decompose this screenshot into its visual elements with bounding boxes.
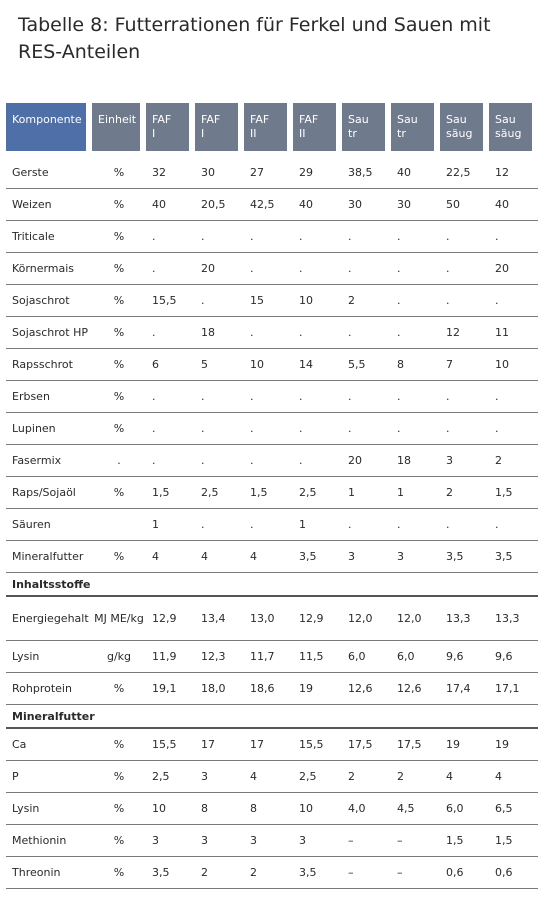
value-cell: . xyxy=(489,221,538,253)
value-cell: 10 xyxy=(293,793,342,825)
value-cell: 38,5 xyxy=(342,157,391,189)
column-header-line: FAF xyxy=(201,113,221,126)
column-header xyxy=(195,103,244,151)
value-cell: . xyxy=(244,221,293,253)
value-cell: – xyxy=(391,825,440,857)
value-cell: . xyxy=(391,509,440,541)
row-label: Säuren xyxy=(6,509,92,541)
value-cell: 3 xyxy=(391,541,440,573)
value-cell: 30 xyxy=(391,189,440,221)
value-cell: . xyxy=(440,509,489,541)
value-cell: 12,0 xyxy=(391,597,440,641)
value-cell: . xyxy=(342,413,391,445)
value-cell: 3,5 xyxy=(293,857,342,889)
column-header-line: FAF xyxy=(299,113,319,126)
unit-cell: % xyxy=(92,317,146,349)
row-label: Sojaschrot HP xyxy=(6,317,92,349)
value-cell: 20 xyxy=(489,253,538,285)
column-header-line: säug xyxy=(446,127,473,140)
row-label: Rapsschrot xyxy=(6,349,92,381)
row-label: Lysin xyxy=(6,793,92,825)
value-cell: . xyxy=(244,381,293,413)
value-cell: 2 xyxy=(195,857,244,889)
value-cell: 6,5 xyxy=(489,793,538,825)
value-cell: 1,5 xyxy=(146,477,195,509)
column-header xyxy=(6,103,92,151)
table-row xyxy=(6,597,538,641)
value-cell: 27 xyxy=(244,157,293,189)
value-cell: . xyxy=(146,253,195,285)
value-cell: 1 xyxy=(391,477,440,509)
unit-cell: % xyxy=(92,541,146,573)
column-header-line: Komponente xyxy=(12,113,82,126)
table-row xyxy=(6,477,538,509)
value-cell: 1,5 xyxy=(440,825,489,857)
value-cell: 12,9 xyxy=(146,597,195,641)
column-header-line: Sau xyxy=(446,113,467,126)
value-cell: 12,9 xyxy=(293,597,342,641)
header-row xyxy=(6,103,538,151)
value-cell: 10 xyxy=(293,285,342,317)
value-cell: . xyxy=(293,445,342,477)
value-cell: 2,5 xyxy=(293,761,342,793)
value-cell: 3 xyxy=(244,825,293,857)
column-header-line: tr xyxy=(397,127,406,140)
value-cell: 4 xyxy=(440,761,489,793)
value-cell: 2,5 xyxy=(293,477,342,509)
unit-cell: % xyxy=(92,221,146,253)
value-cell: 17,1 xyxy=(489,673,538,705)
column-header-label xyxy=(6,103,86,151)
value-cell: 40 xyxy=(391,157,440,189)
value-cell: 9,6 xyxy=(440,641,489,673)
column-header-line: Sau xyxy=(495,113,516,126)
value-cell: 11,5 xyxy=(293,641,342,673)
value-cell: 10 xyxy=(244,349,293,381)
value-cell: . xyxy=(293,381,342,413)
value-cell: 5 xyxy=(195,349,244,381)
value-cell: 0,6 xyxy=(440,857,489,889)
value-cell: 4,5 xyxy=(391,793,440,825)
table-title: Tabelle 8: Futterrationen für Ferkel und Sauen mit RES-Anteilen xyxy=(18,14,491,63)
value-cell: 11 xyxy=(489,317,538,349)
value-cell: . xyxy=(146,413,195,445)
value-cell: 6,0 xyxy=(342,641,391,673)
value-cell: . xyxy=(146,381,195,413)
unit-cell: % xyxy=(92,793,146,825)
value-cell: . xyxy=(293,221,342,253)
value-cell: 17,5 xyxy=(342,729,391,761)
value-cell: . xyxy=(489,413,538,445)
column-header xyxy=(489,103,538,151)
column-header-label xyxy=(195,103,238,151)
value-cell: 12 xyxy=(440,317,489,349)
value-cell: 4 xyxy=(195,541,244,573)
value-cell: – xyxy=(342,857,391,889)
unit-cell: % xyxy=(92,349,146,381)
table-row xyxy=(6,857,538,889)
value-cell: 8 xyxy=(195,793,244,825)
value-cell: . xyxy=(391,221,440,253)
value-cell: . xyxy=(244,317,293,349)
value-cell: . xyxy=(244,253,293,285)
value-cell: 2 xyxy=(489,445,538,477)
value-cell: 19 xyxy=(440,729,489,761)
value-cell: 1 xyxy=(342,477,391,509)
unit-cell: . xyxy=(92,445,146,477)
column-header-line: II xyxy=(299,127,306,140)
value-cell: . xyxy=(195,221,244,253)
value-cell: 18 xyxy=(195,317,244,349)
value-cell: . xyxy=(146,445,195,477)
column-header xyxy=(92,103,146,151)
value-cell: 32 xyxy=(146,157,195,189)
column-header-line: säug xyxy=(495,127,522,140)
table-row xyxy=(6,729,538,761)
row-label: Methionin xyxy=(6,825,92,857)
value-cell: . xyxy=(391,317,440,349)
column-header xyxy=(293,103,342,151)
value-cell: 4,0 xyxy=(342,793,391,825)
value-cell: 1,5 xyxy=(489,477,538,509)
column-header-label xyxy=(293,103,336,151)
value-cell: . xyxy=(146,317,195,349)
value-cell: 3,5 xyxy=(440,541,489,573)
table-row xyxy=(6,445,538,477)
value-cell: 4 xyxy=(489,761,538,793)
table-row xyxy=(6,253,538,285)
table-row xyxy=(6,825,538,857)
value-cell: 11,7 xyxy=(244,641,293,673)
value-cell: 4 xyxy=(244,761,293,793)
value-cell: . xyxy=(489,381,538,413)
row-label: Mineralfutter xyxy=(6,541,92,573)
value-cell: . xyxy=(293,413,342,445)
column-header-label xyxy=(342,103,385,151)
row-label: Lupinen xyxy=(6,413,92,445)
row-label: Fasermix xyxy=(6,445,92,477)
column-header-line: tr xyxy=(348,127,357,140)
value-cell: 13,0 xyxy=(244,597,293,641)
row-label: Rohprotein xyxy=(6,673,92,705)
value-cell: . xyxy=(440,285,489,317)
value-cell: 17 xyxy=(195,729,244,761)
column-header-line: II xyxy=(250,127,257,140)
value-cell: 8 xyxy=(391,349,440,381)
column-header-line: FAF xyxy=(152,113,172,126)
column-header xyxy=(391,103,440,151)
value-cell: 3,5 xyxy=(146,857,195,889)
table-row xyxy=(6,381,538,413)
value-cell: . xyxy=(342,509,391,541)
value-cell: 3 xyxy=(195,825,244,857)
value-cell: 6,0 xyxy=(440,793,489,825)
value-cell: 12,0 xyxy=(342,597,391,641)
row-label: Lysin xyxy=(6,641,92,673)
value-cell: 12,6 xyxy=(342,673,391,705)
unit-cell: % xyxy=(92,285,146,317)
value-cell: . xyxy=(440,413,489,445)
unit-cell xyxy=(92,509,146,541)
value-cell: 13,3 xyxy=(489,597,538,641)
value-cell: 3,5 xyxy=(293,541,342,573)
column-header-line: FAF xyxy=(250,113,270,126)
value-cell: 15 xyxy=(244,285,293,317)
column-header-line: Sau xyxy=(397,113,418,126)
value-cell: 6,0 xyxy=(391,641,440,673)
unit-cell: % xyxy=(92,253,146,285)
value-cell: . xyxy=(342,221,391,253)
value-cell: . xyxy=(342,253,391,285)
value-cell: 19 xyxy=(489,729,538,761)
value-cell: . xyxy=(195,413,244,445)
value-cell: 1 xyxy=(293,509,342,541)
value-cell: 0,6 xyxy=(489,857,538,889)
column-header-label xyxy=(92,103,140,151)
value-cell: 40 xyxy=(293,189,342,221)
column-header-line: Sau xyxy=(348,113,369,126)
value-cell: 1 xyxy=(146,509,195,541)
row-label: Raps/Sojaöl xyxy=(6,477,92,509)
row-label: Triticale xyxy=(6,221,92,253)
table-row xyxy=(6,349,538,381)
value-cell: 5,5 xyxy=(342,349,391,381)
value-cell: 3 xyxy=(342,541,391,573)
value-cell: 10 xyxy=(489,349,538,381)
value-cell: 2 xyxy=(342,285,391,317)
value-cell: 18 xyxy=(391,445,440,477)
row-label: Energiegehalt xyxy=(6,597,92,641)
value-cell: . xyxy=(195,445,244,477)
table-row xyxy=(6,413,538,445)
column-header xyxy=(244,103,293,151)
column-header xyxy=(342,103,391,151)
value-cell: . xyxy=(391,253,440,285)
value-cell: 3 xyxy=(293,825,342,857)
value-cell: 15,5 xyxy=(293,729,342,761)
row-label: Weizen xyxy=(6,189,92,221)
value-cell: 30 xyxy=(342,189,391,221)
value-cell: 40 xyxy=(146,189,195,221)
value-cell: . xyxy=(293,317,342,349)
value-cell: 3,5 xyxy=(489,541,538,573)
column-header-line: I xyxy=(152,127,156,140)
value-cell: 12,3 xyxy=(195,641,244,673)
value-cell: 29 xyxy=(293,157,342,189)
column-header-line: I xyxy=(201,127,205,140)
unit-cell: % xyxy=(92,381,146,413)
value-cell: 17 xyxy=(244,729,293,761)
section-title: Inhaltsstoffe xyxy=(6,573,538,597)
value-cell: . xyxy=(293,253,342,285)
value-cell: 50 xyxy=(440,189,489,221)
value-cell: 12,6 xyxy=(391,673,440,705)
feed-ration-table xyxy=(6,103,538,889)
value-cell: . xyxy=(440,253,489,285)
table-row xyxy=(6,641,538,673)
value-cell: 9,6 xyxy=(489,641,538,673)
value-cell: 13,4 xyxy=(195,597,244,641)
value-cell: 13,3 xyxy=(440,597,489,641)
section-header-row xyxy=(6,705,538,729)
value-cell: 1,5 xyxy=(244,477,293,509)
column-header-label xyxy=(146,103,189,151)
value-cell: . xyxy=(342,317,391,349)
value-cell: 2 xyxy=(342,761,391,793)
value-cell: . xyxy=(244,509,293,541)
value-cell: 2 xyxy=(244,857,293,889)
value-cell: 40 xyxy=(489,189,538,221)
value-cell: 22,5 xyxy=(440,157,489,189)
table-row xyxy=(6,541,538,573)
value-cell: 18,0 xyxy=(195,673,244,705)
row-label: P xyxy=(6,761,92,793)
column-header-label xyxy=(489,103,532,151)
table-row xyxy=(6,509,538,541)
section-title: Mineralfutter xyxy=(6,705,538,729)
row-label: Gerste xyxy=(6,157,92,189)
value-cell: . xyxy=(195,285,244,317)
column-header xyxy=(440,103,489,151)
value-cell: 17,4 xyxy=(440,673,489,705)
unit-cell: % xyxy=(92,477,146,509)
value-cell: 4 xyxy=(146,541,195,573)
value-cell: 12 xyxy=(489,157,538,189)
value-cell: . xyxy=(440,381,489,413)
table-body xyxy=(6,151,538,889)
value-cell: . xyxy=(244,413,293,445)
table-row xyxy=(6,761,538,793)
value-cell: 4 xyxy=(244,541,293,573)
unit-cell: % xyxy=(92,761,146,793)
value-cell: . xyxy=(489,285,538,317)
value-cell: 3 xyxy=(195,761,244,793)
value-cell: 3 xyxy=(440,445,489,477)
value-cell: 20 xyxy=(195,253,244,285)
value-cell: 18,6 xyxy=(244,673,293,705)
value-cell: 19,1 xyxy=(146,673,195,705)
value-cell: 3 xyxy=(146,825,195,857)
unit-cell: % xyxy=(92,825,146,857)
value-cell: 11,9 xyxy=(146,641,195,673)
row-label: Threonin xyxy=(6,857,92,889)
value-cell: 7 xyxy=(440,349,489,381)
value-cell: 2 xyxy=(440,477,489,509)
value-cell: 1,5 xyxy=(489,825,538,857)
value-cell: 19 xyxy=(293,673,342,705)
value-cell: 6 xyxy=(146,349,195,381)
row-label: Sojaschrot xyxy=(6,285,92,317)
table-row xyxy=(6,157,538,189)
value-cell: . xyxy=(195,381,244,413)
value-cell: 8 xyxy=(244,793,293,825)
value-cell: – xyxy=(391,857,440,889)
value-cell: . xyxy=(146,221,195,253)
unit-cell: % xyxy=(92,673,146,705)
table-row xyxy=(6,189,538,221)
column-header-label xyxy=(440,103,483,151)
row-label: Ca xyxy=(6,729,92,761)
unit-cell: MJ ME/kg xyxy=(92,597,146,641)
table-row xyxy=(6,317,538,349)
unit-cell: % xyxy=(92,857,146,889)
value-cell: . xyxy=(440,221,489,253)
value-cell: 15,5 xyxy=(146,285,195,317)
row-label: Körnermais xyxy=(6,253,92,285)
unit-cell: % xyxy=(92,157,146,189)
value-cell: . xyxy=(195,509,244,541)
table-row xyxy=(6,673,538,705)
value-cell: 42,5 xyxy=(244,189,293,221)
value-cell: . xyxy=(391,285,440,317)
value-cell: 20,5 xyxy=(195,189,244,221)
unit-cell: g/kg xyxy=(92,641,146,673)
table-row xyxy=(6,285,538,317)
value-cell: 20 xyxy=(342,445,391,477)
column-header-line: Einheit xyxy=(98,113,137,126)
unit-cell: % xyxy=(92,189,146,221)
value-cell: . xyxy=(489,509,538,541)
unit-cell: % xyxy=(92,413,146,445)
value-cell: 2,5 xyxy=(146,761,195,793)
unit-cell: % xyxy=(92,729,146,761)
value-cell: 15,5 xyxy=(146,729,195,761)
row-label: Erbsen xyxy=(6,381,92,413)
value-cell: . xyxy=(391,381,440,413)
value-cell: 17,5 xyxy=(391,729,440,761)
value-cell: 10 xyxy=(146,793,195,825)
value-cell: . xyxy=(391,413,440,445)
value-cell: 30 xyxy=(195,157,244,189)
column-header-label xyxy=(391,103,434,151)
column-header xyxy=(146,103,195,151)
table-row xyxy=(6,793,538,825)
value-cell: 2,5 xyxy=(195,477,244,509)
value-cell: 2 xyxy=(391,761,440,793)
section-header-row xyxy=(6,573,538,597)
value-cell: 14 xyxy=(293,349,342,381)
table-row xyxy=(6,221,538,253)
value-cell: . xyxy=(342,381,391,413)
value-cell: . xyxy=(244,445,293,477)
column-header-label xyxy=(244,103,287,151)
value-cell: – xyxy=(342,825,391,857)
